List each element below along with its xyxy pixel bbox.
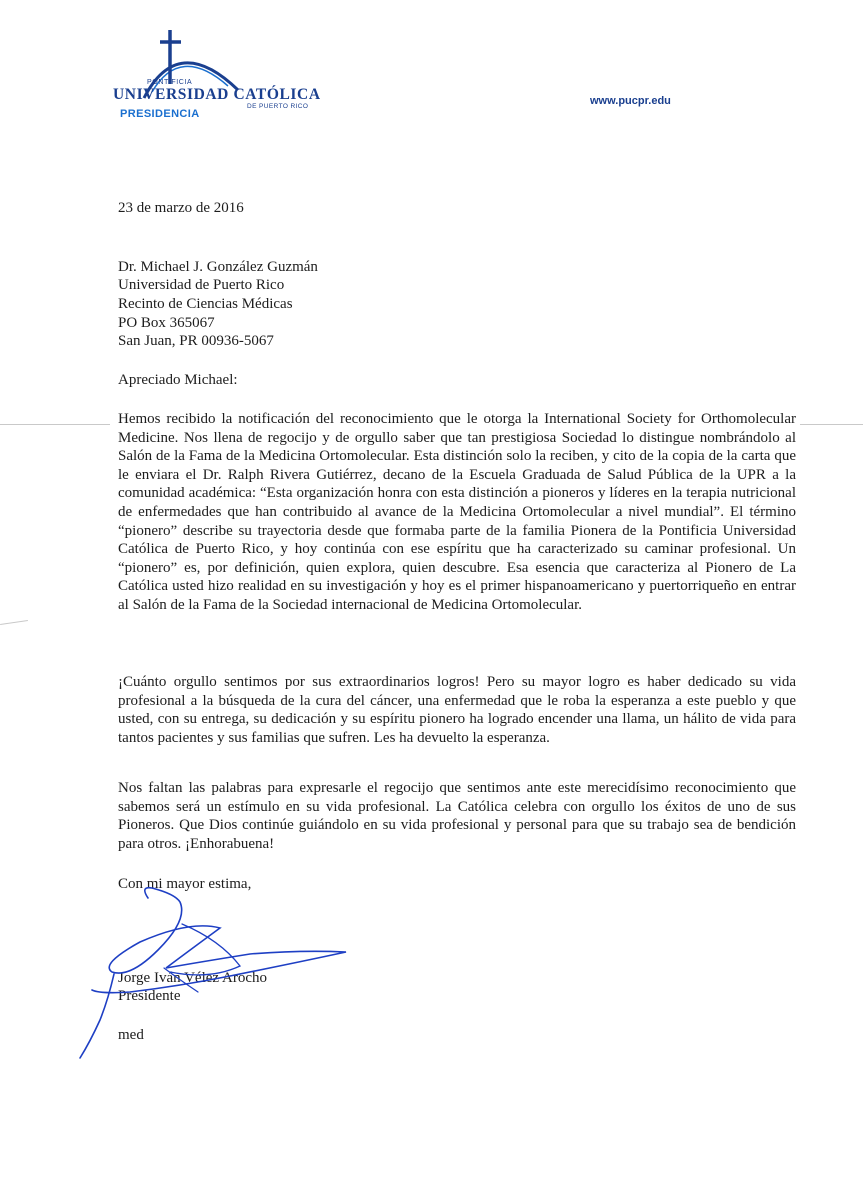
- recipient-name: Dr. Michael J. González Guzmán: [118, 259, 318, 275]
- letterhead-website: www.pucpr.edu: [590, 95, 671, 107]
- typist-initials: med: [118, 1027, 144, 1043]
- recipient-city: San Juan, PR 00936-5067: [118, 333, 274, 349]
- salutation: Apreciado Michael:: [118, 372, 238, 388]
- letterhead-de-puerto-rico: DE PUERTO RICO: [247, 103, 309, 110]
- letterhead-university-name: UNIVERSIDAD CATÓLICA: [113, 86, 321, 103]
- recipient-po-box: PO Box 365067: [118, 315, 215, 331]
- letterhead-department: PRESIDENCIA: [120, 108, 200, 120]
- recipient-campus: Recinto de Ciencias Médicas: [118, 296, 293, 312]
- scan-artifact-line: [0, 620, 28, 625]
- body-paragraph-1: Hemos recibido la notificación del reconocimiento que le otorga la International Society for Orthomolecular Medicine. Nos llena de regocijo y de orgullo saber que tan prestigiosa Sociedad lo distingue nombrándolo al Salón de la Fama de la Medicina Ortomolecular. Esta distinción solo la reciben, y cito de la copia de la carta que le enviara el Dr. Ralph Rivera Gutiérrez, decano de la Escuela Graduada de Salud Pública de la UPR a la comunidad académica: “Esta organización honra con esta distinción a pioneros y líderes en la terapia nutricional de enfermedades que han contribuido al avance de la Medicina Ortomolecular a nivel mundial”. El término “pionero” describe su trayectoria desde que formaba parte de la familia Pionera de la Pontificia Universidad Católica de Puerto Rico, y hoy continúa con ese espíritu que ha caracterizado su caminar profesional. Un “pionero” es, por definición, quien explora, quien descubre. Esa esencia que caracteriza al Pionero de La Católica usted hizo realidad en su investigación y hoy es el primer hispanoamericano y puertorriqueño en entrar al Salón de la Fama de la Sociedad internacional de Medicina Ortomolecular.: [118, 411, 796, 613]
- closing-line: Con mi mayor estima,: [118, 876, 252, 892]
- scan-artifact-line: [0, 424, 110, 425]
- body-paragraph-3: Nos faltan las palabras para expresarle el regocijo que sentimos ante este merecidísimo reconocimiento que sabemos será un estímulo en su vida profesional. La Católica celebra con orgullo los éxitos de uno de sus Pioneros. Que Dios continúe guiándolo en su vida profesional y personal para que su trabajo sea de bendición para otros. ¡Enhorabuena!: [118, 780, 796, 852]
- scan-artifact-line: [800, 424, 863, 425]
- signer-name: Jorge Iván Vélez Arocho: [118, 970, 267, 986]
- letterhead-pontificia: PONTIFICIA: [147, 79, 193, 86]
- body-paragraph-2: ¡Cuánto orgullo sentimos por sus extraordinarios logros! Pero su mayor logro es haber dedicado su vida profesional a la búsqueda de la cura del cáncer, una enfermedad que le roba la esperanza a este pueblo y que usted, con su entrega, su dedicación y su espíritu pionero ha logrado encender una llama, un hálito de vida para tantos pacientes y sus familias que sufren. Les ha devuelto la esperanza.: [118, 674, 796, 746]
- letter-date: 23 de marzo de 2016: [118, 200, 244, 216]
- signer-title: Presidente: [118, 988, 181, 1004]
- recipient-institution: Universidad de Puerto Rico: [118, 277, 285, 293]
